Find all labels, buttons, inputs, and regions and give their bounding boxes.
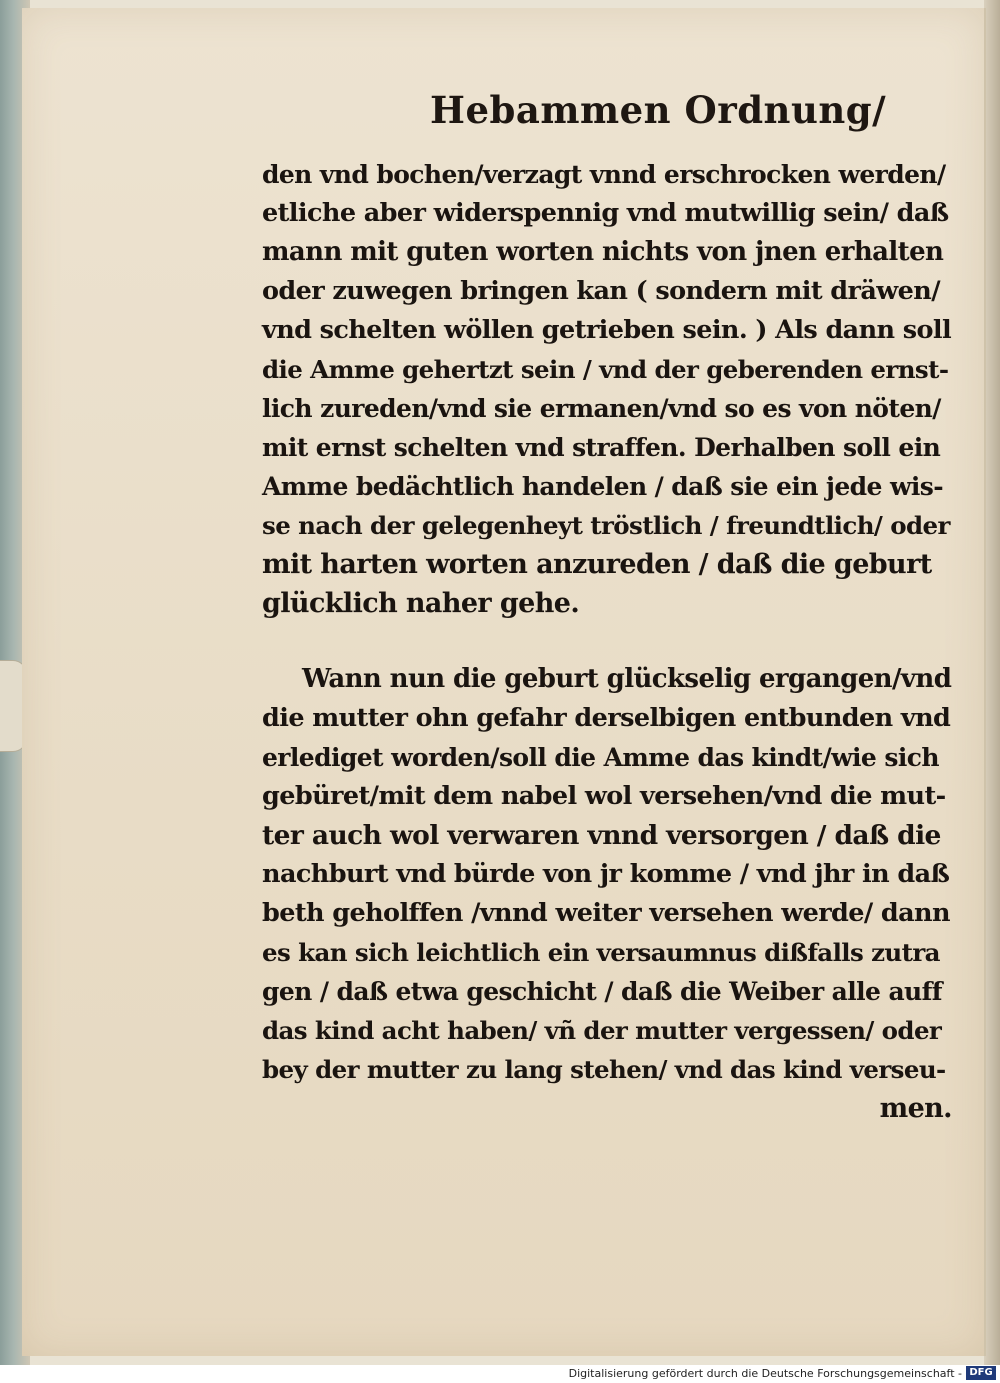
dfg-logo: DFG <box>966 1366 996 1380</box>
paragraph-1 <box>262 155 952 623</box>
text-line: mit harten worten anzureden / daß die geburt <box>262 549 932 580</box>
running-title: Hebammen Ordnung/ <box>430 88 887 132</box>
text-line: es kan sich leichtlich ein versaumnus dißfalls zutra <box>262 938 940 967</box>
text-line: Amme bedächtlich handelen / daß sie ein jede wis- <box>262 472 944 501</box>
text-line: die Amme gehertzt sein / vnd der geberenden ernst- <box>262 355 949 384</box>
text-line: gebüret/mit dem nabel wol versehen/vnd die mut- <box>262 781 946 811</box>
text-line: gen / daß etwa geschicht / daß die Weiber alle auff <box>262 977 942 1006</box>
text-line: ter auch wol verwaren vnnd versorgen / daß die <box>262 820 941 851</box>
text-line-final: men. <box>879 1093 952 1124</box>
footer-credit: Digitalisierung gefördert durch die Deutsche Forschungsgemeinschaft - <box>568 1367 962 1380</box>
text-line: mann mit guten worten nichts von jnen erhalten <box>262 237 944 267</box>
text-line: den vnd bochen/verzagt vnnd erschrocken werden/ <box>262 160 946 189</box>
footer-bar <box>0 1365 1000 1383</box>
text-line: glücklich naher gehe. <box>262 588 580 619</box>
text-line: erlediget worden/soll die Amme das kindt/wie sich <box>262 743 939 772</box>
text-line: oder zuwegen bringen kan ( sondern mit dräwen/ <box>262 276 940 306</box>
text-line: etliche aber widerspennig vnd mutwillig sein/ daß <box>262 198 949 228</box>
text-line: nachburt vnd bürde von jr komme / vnd jhr in daß <box>262 859 950 889</box>
text-line: bey der mutter zu lang stehen/ vnd das kind verseu- <box>262 1055 946 1084</box>
text-line: die mutter ohn gefahr derselbigen entbunden vnd <box>262 703 951 733</box>
text-line: vnd schelten wöllen getrieben sein. ) Als dann soll <box>262 315 952 345</box>
text-line: beth geholffen /vnnd weiter versehen werde/ dann <box>262 898 950 928</box>
page-edge-right <box>984 0 1000 1365</box>
text-line: lich zureden/vnd sie ermanen/vnd so es von nöten/ <box>262 394 941 423</box>
text-line: se nach der gelegenheyt tröstlich / freundtlich/ oder <box>262 511 950 540</box>
paragraph-2 <box>262 660 952 1128</box>
text-line: mit ernst schelten vnd straffen. Derhalben soll ein <box>262 433 941 462</box>
text-line: das kind acht haben/ vñ der mutter vergessen/ oder <box>262 1016 942 1045</box>
text-line: Wann nun die geburt glückselig ergangen/vnd <box>302 664 952 694</box>
